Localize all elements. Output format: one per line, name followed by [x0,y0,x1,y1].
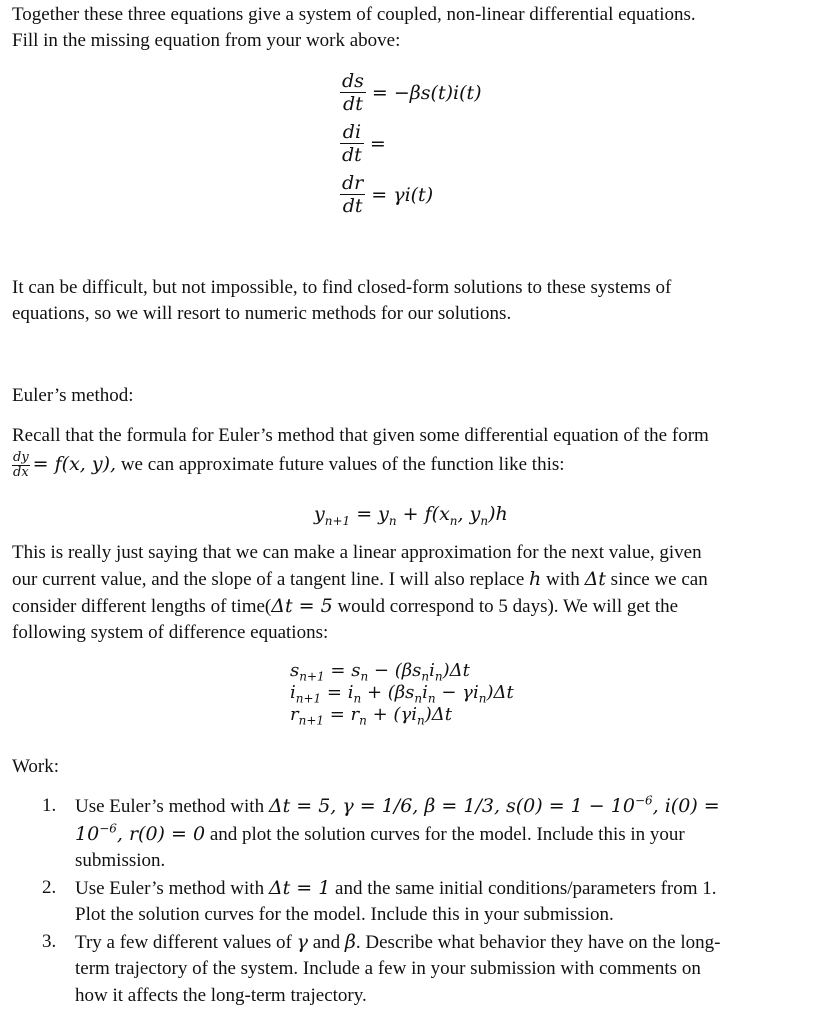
work-item-2-math: Δt = 1 [268,876,331,899]
intro-paragraph [12,2,824,54]
dx-den: dx [13,465,29,481]
ode-ds-rhs: = −βs(t)i(t) [371,81,482,104]
work-item-1-line-3: submission. [75,850,166,871]
work-item-1-math-b: , i(0) = [652,795,720,817]
work-item-3-line-1 [75,929,822,957]
explanation-h: h [529,568,542,590]
intro-line-1: Together these three equations give a system of coupled, non-linear differential equations. [12,4,696,25]
ode-di [340,121,386,166]
recall-line-2 [12,451,824,480]
work-item-1 [42,793,822,875]
work-item-1-exp: −6 [634,793,653,808]
work-item-1-math-a: Δt = 5, γ = 1/6, β = 1/3, s(0) = 1 − 10 [268,795,635,817]
explanation-line-2c: since we can [605,569,708,590]
work-item-1-line-1 [75,793,822,821]
work-item-3-marker: 3. [42,930,57,952]
ode-di-num: di [340,121,364,144]
work-item-2 [42,875,822,929]
work-item-1-text-2: and plot the solution curves for the model. Include this in your [205,823,685,845]
explanation-line-2b: with [541,569,585,590]
work-item-1-math-2 [75,823,205,845]
difference-equations [290,660,514,726]
work-item-3-gamma: γ [296,930,308,953]
recall-line-1: Recall that the formula for Euler’s method that given some differential equation of the form [12,425,709,446]
work-item-3-and: and [307,931,345,953]
diff-eq-s: $s_{n+1} = s_n - (\beta s_ni_n)\Delta t$ [290,660,470,684]
work-item-3-text-c: . Describe what behavior they have on the long- [355,931,721,953]
explanation-line-4: following system of difference equations: [12,622,329,643]
closed-form-paragraph [12,275,824,327]
work-item-1-line-2 [75,821,822,849]
work-item-2-line-1 [75,875,822,903]
work-item-1-math-2a: 10 [75,822,100,845]
recall-paragraph [12,423,824,480]
explanation-line-1: This is really just saying that we can make a linear approximation for the next value, given [12,542,702,563]
explanation-dt-5: Δt = 5 [271,595,333,617]
work-item-1-exp-2: −6 [99,821,117,836]
euler-formula [314,503,508,528]
ode-dr-den: dt [342,195,363,217]
euler-formula-render: $y_{n+1} = y_n + f(x_n$, $y_n)h$ [314,503,508,528]
euler-heading: Euler’s method: [12,385,134,406]
ode-dr-num: dr [342,172,364,194]
work-item-2-text-a: Use Euler’s method with [75,877,269,899]
work-item-1-text: Use Euler’s method with [75,796,269,817]
work-heading: Work: [12,756,60,777]
diff-eq-i: $i_{n+1} = i_n + (\beta s_ni_n - \gamma i_n)\Delta t$ [290,682,514,706]
ode-ds-num: ds [342,70,364,92]
explanation-line-3a: consider different lengths of time( [12,596,272,617]
ode-ds-den: dt [343,93,363,115]
work-item-1-math [269,795,720,817]
intro-line-2: Fill in the missing equation from your work above: [12,30,401,51]
explanation-line-3b: would correspond to 5 days). We will get the [332,596,679,617]
explanation-dt: Δt [584,568,606,590]
work-item-1-marker: 1. [42,795,57,816]
ode-dr-rhs: = γi(t) [371,183,434,206]
work-item-3-line-3: how it affects the long-term trajectory. [75,984,367,1006]
work-item-2-marker: 2. [42,876,57,898]
work-list [42,793,822,1009]
ode-di-den: dt [342,144,362,166]
work-item-2-line-2: Plot the solution curves for the model. Include this in your submission. [75,904,614,925]
work-item-3 [42,929,822,1010]
closed-form-line-1: It can be difficult, but not impossible, to find closed-form solutions to these systems of [12,277,672,298]
work-item-3-beta: β [344,930,356,953]
dy-num: dy [13,450,29,466]
recall-math: = f(x, y), [32,453,117,475]
work-item-1-math-2b: , r(0) = 0 [116,822,206,845]
ode-ds-fraction [340,70,366,115]
work-item-3-text-a: Try a few different values of [75,931,297,953]
explanation-line-2 [12,566,824,593]
diff-eq-r: $r_{n+1} = r_n + (\gamma i_n)\Delta t$ [290,704,452,728]
work-item-3-line-2: term trajectory of the system. Include a few in your submission with comments on [75,958,701,979]
explanation-paragraph [12,540,824,646]
closed-form-line-2: equations, so we will resort to numeric methods for our solutions. [12,303,512,324]
recall-text: we can approximate future values of the function like this: [116,454,565,475]
ode-dr [340,172,433,217]
ode-di-fraction [340,121,364,166]
ode-ds [340,70,482,115]
dy-dx-fraction [12,451,30,480]
explanation-line-2a: our current value, and the slope of a tangent line. I will also replace [12,569,530,590]
explanation-line-3 [12,593,824,620]
ode-dr-fraction [340,172,365,217]
work-item-2-text-b: and the same initial conditions/parameters from 1. [330,877,717,899]
ode-di-rhs: = [369,132,386,155]
